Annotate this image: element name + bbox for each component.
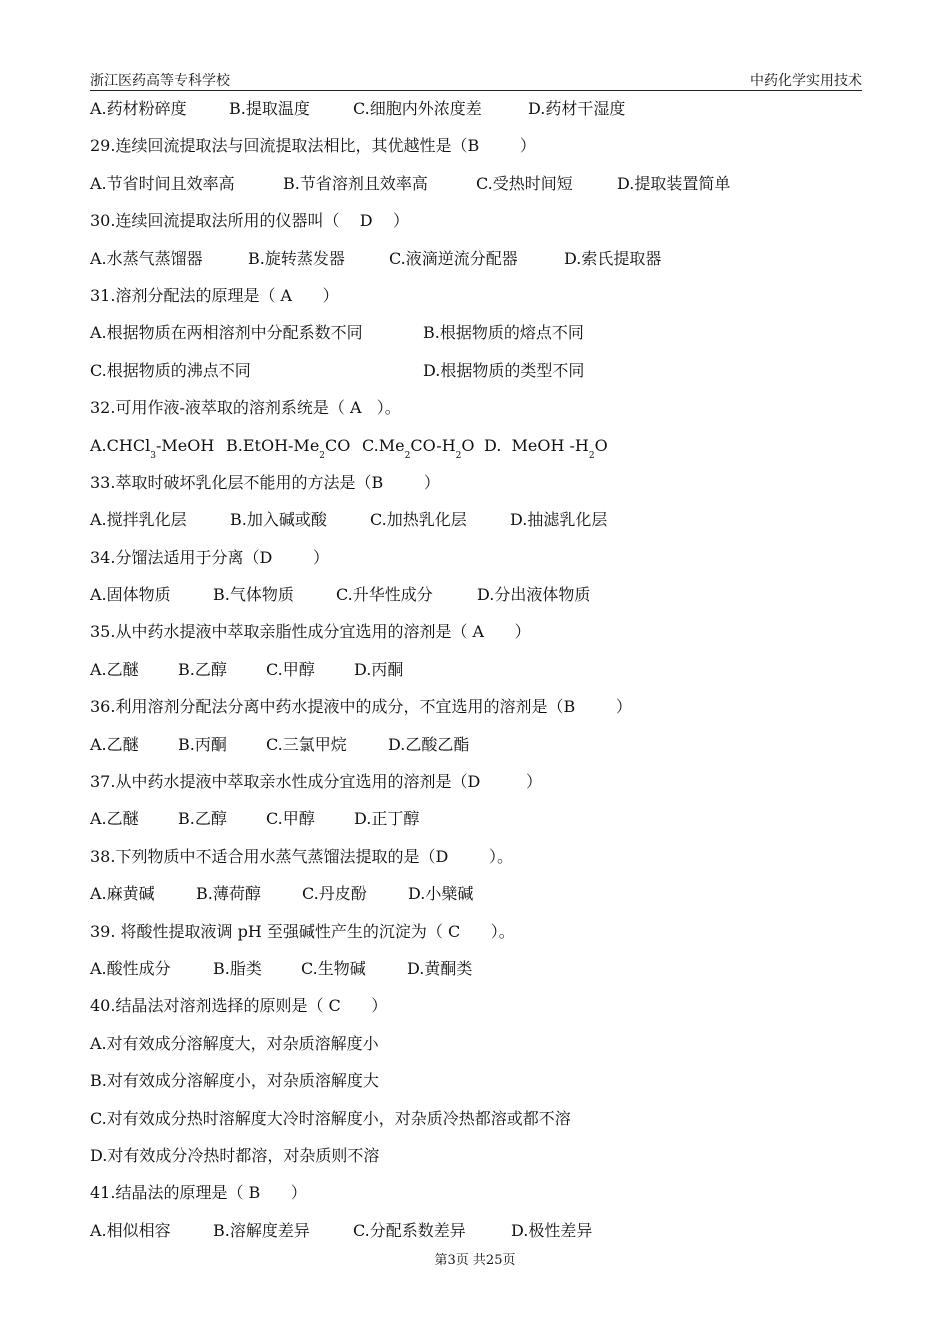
option: D.丙酮 <box>354 659 404 679</box>
question-line: A.对有效成分溶解度大，对杂质溶解度小 <box>90 1033 379 1053</box>
option: B.提取温度 <box>229 99 310 118</box>
option: A.乙醚 <box>90 809 139 829</box>
option: A.根据物质在两相溶剂中分配系数不同 <box>90 323 363 343</box>
options-line <box>90 884 870 921</box>
option: D.提取装置简单 <box>617 173 731 193</box>
option: D.黄酮类 <box>407 958 473 978</box>
options-line <box>90 436 870 473</box>
option: C.丹皮酚 <box>302 884 367 904</box>
options-line <box>90 510 870 547</box>
option: B.薄荷醇 <box>196 884 261 904</box>
question-line: 40.结晶法对溶剂选择的原则是（ C ） <box>90 996 388 1016</box>
question-line: 36.利用溶剂分配法分离中药水提液中的成分，不宜选用的溶剂是（B ） <box>90 697 632 717</box>
option: D.药材干湿度 <box>528 99 626 118</box>
formula-option <box>226 435 362 461</box>
option: D.根据物质的类型不同 <box>423 360 585 380</box>
question-line: 34.分馏法适用于分离（D ） <box>90 547 329 567</box>
formula-text: CO-H <box>410 435 456 455</box>
options-line <box>90 809 870 846</box>
option: C.分配系数差异 <box>353 1220 466 1240</box>
course-title: 中药化学实用技术 <box>750 73 862 89</box>
subscript: 3 <box>150 450 156 461</box>
question-line: D.对有效成分冷热时都溶，对杂质则不溶 <box>90 1145 380 1165</box>
option: D.小檗碱 <box>408 884 474 904</box>
option: B.根据物质的熔点不同 <box>423 323 584 343</box>
options-line <box>90 323 870 360</box>
option: A.酸性成分 <box>90 958 171 978</box>
option: D.极性差异 <box>511 1220 593 1240</box>
option: A.水蒸气蒸馏器 <box>90 248 203 268</box>
option: C.加热乳化层 <box>370 510 467 530</box>
options-line <box>90 99 870 136</box>
option: C.根据物质的沸点不同 <box>90 360 251 380</box>
question-line: 29.连续回流提取法与回流提取法相比，其优越性是（B ） <box>90 136 536 156</box>
question-line: 37.从中药水提液中萃取亲水性成分宜选用的溶剂是（D ） <box>90 772 543 792</box>
option: C.甲醇 <box>266 809 315 829</box>
option: B.气体物质 <box>213 585 294 605</box>
option: B.加入碱或酸 <box>230 510 327 530</box>
question-line: 39. 将酸性提取液调 pH 至强碱性产生的沉淀为（ C ）。 <box>90 921 515 941</box>
question-line: 32.可用作液-液萃取的溶剂系统是（ A ）。 <box>90 398 401 418</box>
options-line <box>90 249 870 286</box>
option: D.抽滤乳化层 <box>510 510 608 530</box>
option: B.乙醇 <box>178 809 227 829</box>
option: D.乙酸乙酯 <box>388 734 470 754</box>
question-line: 30.连续回流提取法所用的仪器叫（ D ） <box>90 211 409 231</box>
subscript: 2 <box>319 450 326 461</box>
option: B.节省溶剂且效率高 <box>283 173 428 193</box>
page-footer: 第3页 共25页 <box>434 1253 516 1268</box>
formula-option <box>484 435 608 461</box>
options-line <box>90 174 870 211</box>
options-line <box>90 959 870 996</box>
question-line: B.对有效成分溶解度小，对杂质溶解度大 <box>90 1071 379 1091</box>
option: A.节省时间且效率高 <box>90 173 235 193</box>
options-line <box>90 735 870 772</box>
option: C.液滴逆流分配器 <box>389 248 518 268</box>
question-line: C.对有效成分热时溶解度大冷时溶解度小，对杂质冷热都溶或都不溶 <box>90 1108 571 1128</box>
option: B.丙酮 <box>178 734 227 754</box>
school-name: 浙江医药高等专科学校 <box>90 73 230 89</box>
option: A.固体物质 <box>90 585 171 605</box>
formula-text: O <box>461 435 475 455</box>
option: A.乙醚 <box>90 659 139 679</box>
page-header <box>90 70 862 91</box>
option: D.分出液体物质 <box>477 585 591 605</box>
formula-text: CO <box>325 435 351 455</box>
option: B.旋转蒸发器 <box>248 248 345 268</box>
formula-text: -MeOH <box>155 435 215 455</box>
option: C.三氯甲烷 <box>266 734 347 754</box>
subscript: 2 <box>455 450 462 461</box>
question-line: 31.溶剂分配法的原理是（ A ） <box>90 285 339 305</box>
option: C.升华性成分 <box>336 585 433 605</box>
options-line <box>90 660 870 697</box>
option: C.受热时间短 <box>476 173 573 193</box>
option: D.正丁醇 <box>354 809 420 829</box>
option: B.脂类 <box>213 958 262 978</box>
question-list <box>90 99 870 1258</box>
option: A.药材粉碎度 <box>90 99 187 118</box>
subscript: 2 <box>404 450 411 461</box>
option: A.麻黄碱 <box>90 884 155 904</box>
formula-text: A.CHCl <box>90 435 151 455</box>
formula-option <box>90 435 226 461</box>
formula-text: B.EtOH-Me <box>226 435 320 455</box>
option: A.乙醚 <box>90 734 139 754</box>
options-line <box>90 585 870 622</box>
option: C.甲醇 <box>266 659 315 679</box>
formula-text: D. MeOH -H <box>484 435 589 455</box>
option: B.乙醇 <box>178 659 227 679</box>
option: C.生物碱 <box>301 958 366 978</box>
question-line: 33.萃取时破坏乳化层不能用的方法是（B ） <box>90 472 440 492</box>
option: A.相似相容 <box>90 1220 171 1240</box>
question-line: 35.从中药水提液中萃取亲脂性成分宜选用的溶剂是（ A ） <box>90 622 531 642</box>
formula-option <box>362 435 484 461</box>
option: C.细胞内外浓度差 <box>353 99 482 118</box>
subscript: 2 <box>588 450 595 461</box>
formula-text: C.Me <box>362 435 405 455</box>
question-line: 41.结晶法的原理是（ B ） <box>90 1183 307 1203</box>
option: A.搅拌乳化层 <box>90 510 187 530</box>
option: D.索氏提取器 <box>564 248 662 268</box>
option: B.溶解度差异 <box>213 1220 310 1240</box>
formula-text: O <box>594 435 608 455</box>
options-line <box>90 361 870 398</box>
question-line: 38.下列物质中不适合用水蒸气蒸馏法提取的是（D ）。 <box>90 846 513 866</box>
